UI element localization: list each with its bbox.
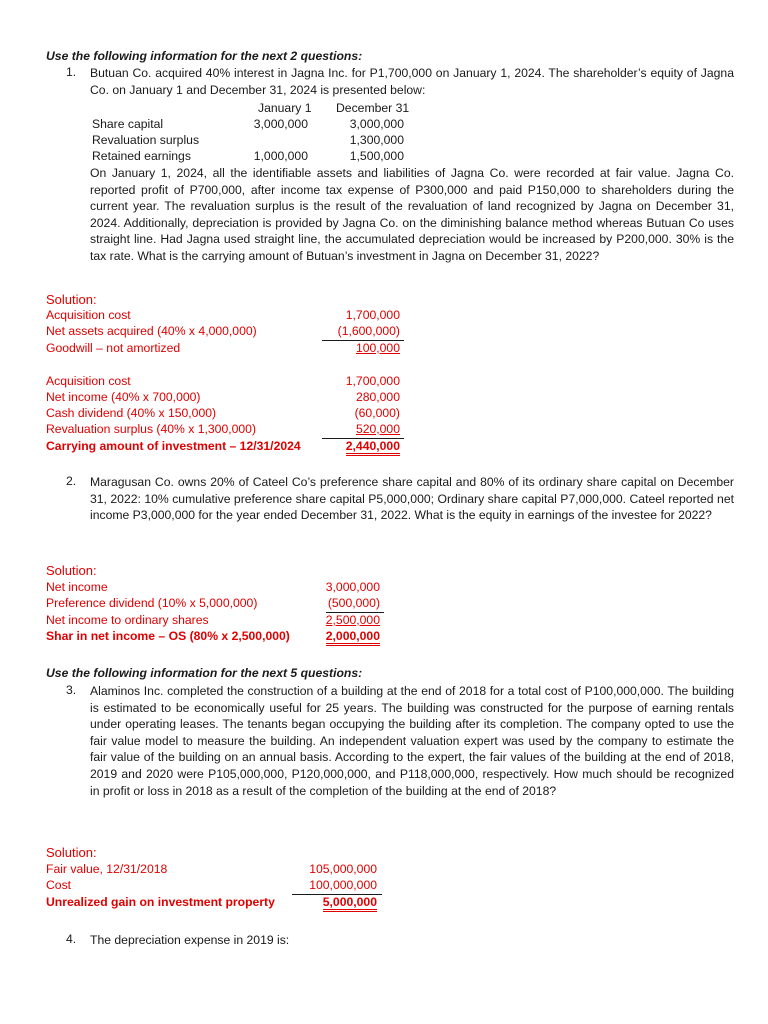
solution-label: Fair value, 12/31/2018	[46, 862, 168, 876]
solution-label: Revaluation surplus (40% x 1,300,000)	[46, 422, 257, 436]
solution-total-label: Shar in net income – OS (80% x 2,500,000)	[46, 629, 290, 643]
solution-label: Net income to ordinary shares	[46, 613, 209, 627]
solution-total-value: 2,000,000	[280, 629, 380, 644]
solution-label: Net income	[46, 580, 108, 594]
table-row-label: Revaluation surplus	[92, 133, 200, 147]
table-cell: 1,500,000	[349, 149, 404, 163]
solution-total-label: Carrying amount of investment – 12/31/2024	[46, 439, 301, 453]
solution-value: (1,600,000)	[337, 324, 400, 338]
solution-value: 3,000,000	[325, 580, 380, 594]
solution-total-label: Unrealized gain on investment property	[46, 895, 275, 909]
solution-label: Cash dividend (40% x 150,000)	[46, 406, 217, 420]
question-text: On January 1, 2024, all the identifiable assets and liabilities of Jagna Co. were recorded at fair value. Jagna Co. reported profit of P700,000, after income tax expense of P300,000 and paid P150,000 to shareholders during the current year. The revaluation surplus is the result of the revaluation of land recognized by Jagna on December 31, 2024. Additionally, depreciation is provided by Jagna Co. on the diminishing balance method whereas Butuan Co uses straight line. Had Jagna used straight line, the accumulated depreciation would be increased by P200,000. 30% is the tax rate. What is the carrying amount of Butuan’s investment in Jagna on December 31, 2022?	[90, 166, 734, 263]
question-text: Butuan Co. acquired 40% interest in Jagna Inc. for P1,700,000 on January 1, 2024. The shareholder’s equity of Jagna Co. on January 1 and December 31, 2024 is presented below:	[90, 66, 734, 97]
solution-label: Preference dividend (10% x 5,000,000)	[46, 596, 258, 610]
question-text: Maragusan Co. owns 20% of Cateel Co’s preference share capital and 80% of its ordinary share capital on December 31, 2022: 10% cumulative preference share capital P5,000,000; Ordinary share capital P7,000,000. Cateel reported net income P3,000,000 for the year ended December 31, 2022. What is the equity in earnings of the investee for 2022?	[90, 475, 734, 523]
solution-value: 100,000	[355, 341, 400, 355]
table-row-label: Share capital	[92, 117, 164, 131]
solution-total-value: 2,440,000	[300, 439, 400, 454]
table-cell: 1,000,000	[253, 149, 308, 163]
question-number: 3.	[66, 683, 77, 697]
solution-value: 2,500,000	[325, 613, 380, 627]
table-row-label: Retained earnings	[92, 149, 191, 163]
solution-value: 1,700,000	[345, 308, 400, 322]
solution-label: Acquisition cost	[46, 308, 131, 322]
question-4	[66, 932, 734, 949]
question-number: 2.	[66, 474, 77, 488]
solution-value: 100,000,000	[309, 878, 377, 892]
solution-title: Solution:	[46, 845, 97, 860]
solution-value: 1,700,000	[345, 374, 400, 388]
question-2	[66, 474, 734, 524]
solution-value: (60,000)	[354, 406, 400, 420]
solution-value: (500,000)	[327, 596, 380, 610]
solution-value: 520,000	[355, 422, 400, 436]
solution-label: Cost	[46, 878, 72, 892]
solution-label: Goodwill – not amortized	[46, 341, 181, 355]
question-number: 4.	[66, 932, 77, 946]
question-1-body	[66, 165, 734, 265]
solution-label: Net assets acquired (40% x 4,000,000)	[46, 324, 257, 338]
solution-label: Acquisition cost	[46, 374, 131, 388]
solution-label: Net income (40% x 700,000)	[46, 390, 201, 404]
table-cell: 3,000,000	[349, 117, 404, 131]
solution-value: 280,000	[355, 390, 400, 404]
table-header-dec: December 31	[336, 101, 410, 115]
section-heading: Use the following information for the next 5 questions:	[46, 666, 363, 680]
question-3	[66, 683, 734, 799]
question-number: 1.	[66, 65, 77, 79]
question-text: The depreciation expense in 2019 is:	[90, 933, 290, 947]
table-cell: 1,300,000	[349, 133, 404, 147]
section-heading: Use the following information for the next 2 questions:	[46, 49, 363, 63]
solution-total-value: 5,000,000	[270, 895, 377, 910]
solution-title: Solution:	[46, 563, 97, 578]
table-header-jan: January 1	[258, 101, 312, 115]
solution-value: 105,000,000	[309, 862, 377, 876]
solution-title: Solution:	[46, 292, 97, 307]
table-cell: 3,000,000	[253, 117, 308, 131]
question-text: Alaminos Inc. completed the construction of a building at the end of 2018 for a total cost of P100,000,000. The building is estimated to be economically useful for 25 years. The building was constructed for the purpose of earning rentals under operating leases. The tenants began occupying the building after its completion. The company opted to use the fair value model to measure the building. An independent valuation expert was used by the company to estimate the fair value of the building on an annual basis. According to the expert, the fair values of the building at the end of 2018, 2019 and 2020 were P105,000,000, P120,000,000, and P118,000,000, respectively. How much should be recognized in profit or loss in 2018 as a result of the completion of the building at the end of 2018?	[90, 684, 734, 798]
question-1	[66, 65, 734, 98]
